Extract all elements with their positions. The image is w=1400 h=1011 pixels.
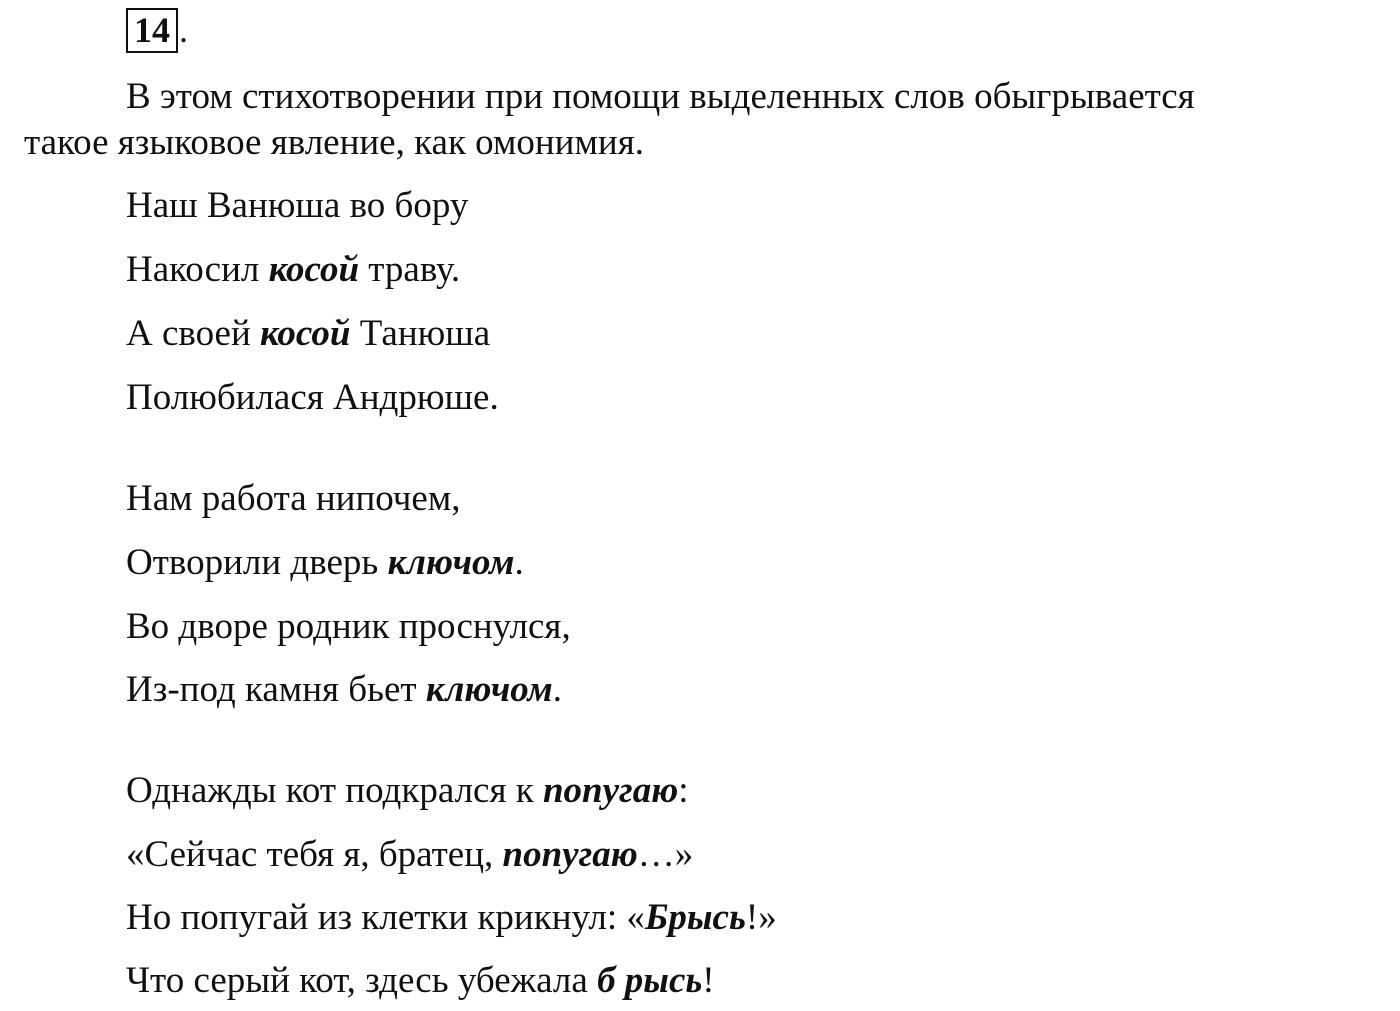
line-text: Танюша — [350, 313, 491, 354]
line-text: «Сейчас тебя я, братец, — [126, 834, 503, 875]
line-text: Нам работа нипочем, — [126, 478, 461, 519]
line-text: Однажды кот подкрался к — [126, 770, 543, 811]
line-text: . — [514, 542, 524, 583]
poem-line — [126, 768, 689, 814]
emphasized-word: Брысь — [644, 897, 746, 938]
emphasized-word: попугаю — [502, 834, 638, 875]
line-text: …» — [637, 834, 694, 875]
line-text: Накосил — [126, 249, 269, 290]
line-text: Наш Ванюша во бору — [126, 185, 469, 226]
emphasized-word: косой — [260, 313, 351, 354]
poem-line — [126, 832, 693, 878]
line-text: . — [552, 669, 562, 710]
emphasized-word: попугаю — [542, 770, 679, 811]
line-text: Но попугай из клетки крикнул: « — [126, 897, 645, 938]
line-text: : — [678, 770, 689, 811]
poem-line — [126, 375, 499, 421]
emphasized-word: ключом — [425, 669, 553, 710]
line-text: А своей — [126, 313, 261, 354]
task-number-dot: . — [179, 10, 188, 50]
emphasized-word: ключом — [387, 542, 515, 583]
line-text: траву. — [359, 249, 461, 290]
poem-line — [126, 667, 562, 713]
poem-line — [126, 247, 460, 293]
poem-line — [126, 183, 468, 229]
line-text: Полюбилася Андрюше. — [126, 377, 499, 418]
line-text: Отворили дверь — [126, 542, 388, 583]
intro-paragraph — [24, 74, 1344, 166]
poem-line — [126, 895, 777, 941]
task-number-box: 14 — [126, 8, 178, 53]
intro-line-2: такое языковое явление, как омонимия. — [24, 122, 644, 163]
line-text: !» — [745, 897, 777, 938]
poem-line — [126, 540, 524, 586]
task-number — [126, 8, 188, 52]
poem-line — [126, 476, 461, 522]
intro-line-1: В этом стихотворении при помощи выделенных слов обыгрывается — [126, 76, 1195, 117]
line-text: Что серый кот, здесь убежала — [126, 960, 598, 1001]
poem-line — [126, 311, 490, 357]
line-text: Из-под камня бьет — [126, 669, 426, 710]
line-text: ! — [702, 960, 715, 1001]
emphasized-word: б рысь — [597, 960, 703, 1001]
poem-line — [126, 604, 571, 650]
line-text: Во дворе родник проснулся, — [126, 606, 571, 647]
emphasized-word: косой — [268, 249, 360, 290]
poem-line — [126, 958, 715, 1004]
